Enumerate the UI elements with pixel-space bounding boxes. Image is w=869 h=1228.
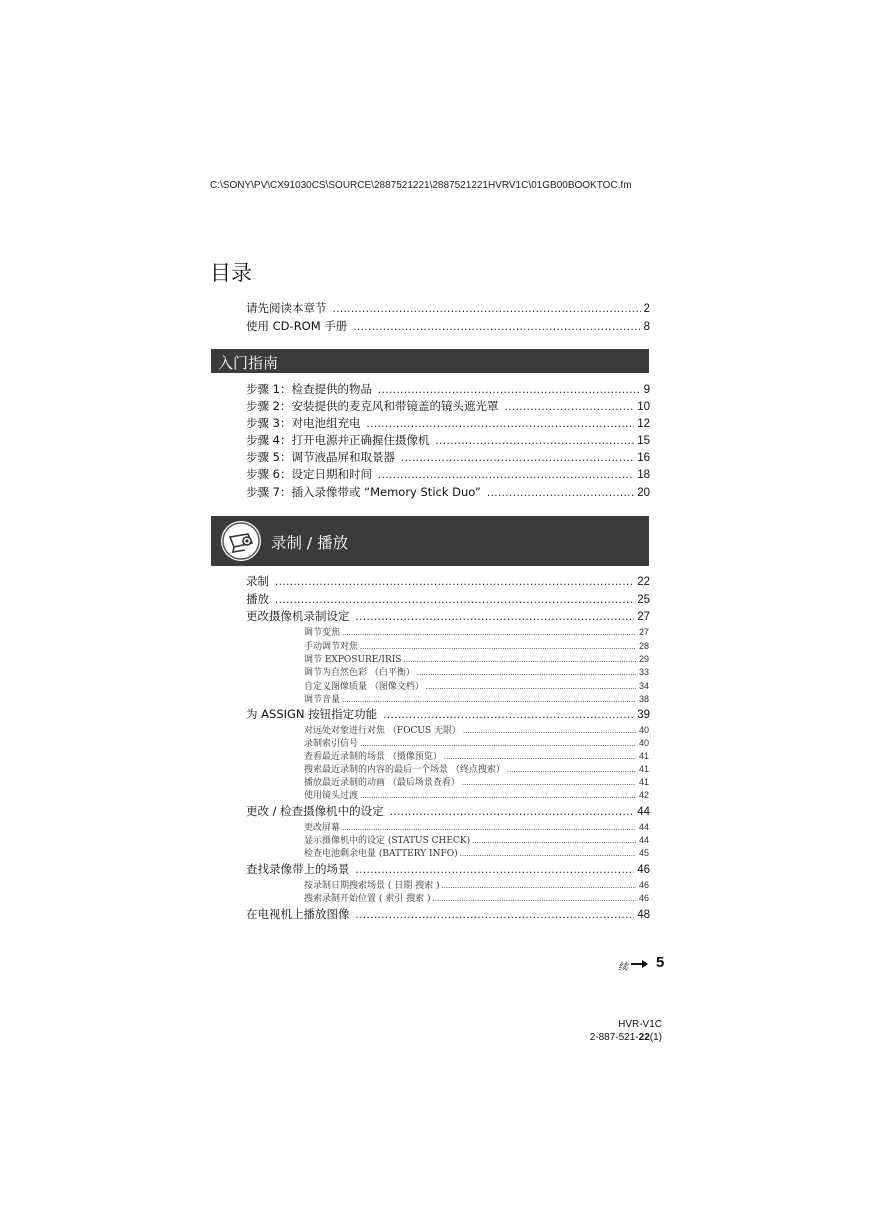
toc-entry-page: 42 [638, 790, 649, 800]
toc-entry-page: 8 [643, 321, 650, 333]
dot-leader [342, 822, 636, 834]
toc-entry-label: 使用镜头过渡 [304, 791, 359, 801]
toc-entry-label: 步骤 3：对电池组充电 [246, 416, 361, 430]
dot-leader [383, 708, 634, 723]
toc-subentry[interactable] [304, 626, 649, 639]
dot-leader [390, 805, 635, 820]
continued-indicator [618, 958, 649, 973]
dot-leader [356, 863, 635, 878]
toc-entry-page: 41 [638, 751, 649, 761]
toc-entry-label: 播放 [246, 592, 269, 606]
toc-entry-label: 更改 / 检查摄像机中的设定 [246, 804, 384, 818]
dot-leader [360, 790, 636, 802]
model-name: HVR-V1C [618, 1019, 662, 1030]
toc-entry-label: 手动调节对焦 [304, 642, 359, 652]
toc-subentry[interactable] [304, 789, 649, 802]
toc-entry-label: 调节音量 [304, 695, 341, 705]
toc-entry-label: 更改屏幕 [304, 823, 341, 833]
toc-entry-page: 2 [643, 303, 650, 315]
dot-leader [507, 764, 636, 776]
toc-entry-page: 44 [638, 822, 649, 832]
toc-entry-page: 41 [638, 764, 649, 774]
toc-entry-page: 46 [638, 880, 649, 890]
toc-entry-label: 请先阅读本章节 [246, 301, 327, 315]
toc-entry-page: 10 [637, 401, 650, 413]
toc-entry-page: 44 [638, 835, 649, 845]
toc-entry-label: 查看最近录制的场景 （摄像预览） [304, 752, 442, 762]
page-title: 目录 [210, 261, 252, 285]
dot-leader [435, 434, 634, 449]
toc-entry-label: 查找录像带上的场景 [246, 862, 350, 876]
toc-subentry[interactable] [304, 776, 649, 789]
dot-leader [360, 738, 636, 750]
toc-entry-label: 在电视机上播放图像 [246, 907, 350, 921]
toc-entry-label: 自定义图像质量 （图像文档） [304, 682, 424, 692]
toc-entry[interactable] [246, 467, 650, 483]
toc-entry[interactable] [246, 399, 650, 415]
section-title: 录制 / 播放 [271, 534, 349, 552]
section-header-recording-playback [211, 516, 649, 566]
toc-subentry[interactable] [304, 653, 649, 666]
toc-entry-label: 更改摄像机录制设定 [246, 609, 350, 623]
dot-leader [366, 417, 634, 432]
dot-leader [462, 777, 636, 789]
toc-entry-label: 播放最近录制的动画 （最后场景查看） [304, 778, 460, 788]
toc-entry[interactable] [246, 416, 650, 432]
toc-entry-page: 22 [637, 576, 650, 588]
toc-subentry[interactable] [304, 693, 649, 706]
toc-entry-label: 步骤 2：安装提供的麦克风和带镜盖的镜头遮光罩 [246, 399, 499, 413]
toc-subentry[interactable] [304, 892, 649, 905]
toc-subentry[interactable] [304, 879, 649, 892]
toc-entry-label: 为 ASSIGN 按钮指定功能 [246, 707, 378, 721]
part-number-suffix: (1) [649, 1032, 662, 1043]
dot-leader [275, 593, 634, 608]
toc-entry[interactable] [246, 450, 650, 466]
part-number-prefix: 2-887-521- [589, 1032, 639, 1043]
toc-entry-label: 按录制日期搜索场景 ( 日期 搜索 ) [304, 881, 440, 891]
toc-entry-label: 对远处对象进行对焦 （FOCUS 无限） [304, 726, 461, 736]
dot-leader [444, 751, 636, 763]
dot-leader [342, 694, 636, 706]
toc-entry[interactable] [246, 592, 650, 608]
dot-leader [472, 835, 636, 847]
dot-leader [378, 468, 634, 483]
toc-entry[interactable] [246, 433, 650, 449]
toc-entry-page: 28 [638, 641, 649, 651]
toc-entry-label: 搜索录制开始位置 ( 索引 搜索 ) [304, 894, 431, 904]
toc-entry-label: 使用 CD-ROM 手册 [246, 319, 348, 333]
toc-subentry[interactable] [304, 680, 649, 693]
toc-entry[interactable] [246, 485, 650, 501]
toc-entry-page: 39 [637, 709, 650, 721]
dot-leader [403, 654, 636, 666]
toc-entry[interactable] [246, 319, 650, 335]
toc-subentry[interactable] [304, 847, 649, 860]
file-path: C:\SONY\PV\CX91030CS\SOURCE\2887521221\2887521221HVRV1C\01GB00BOOKTOC.fm [210, 180, 632, 191]
toc-entry-page: 29 [638, 654, 649, 664]
toc-entry-page: 18 [637, 469, 650, 481]
toc-entry[interactable] [246, 382, 650, 398]
right-arrow-icon [631, 959, 649, 972]
dot-leader [463, 725, 636, 737]
toc-entry-label: 录制索引信号 [304, 739, 359, 749]
dot-leader [360, 641, 636, 653]
section-title: 入门指南 [218, 354, 279, 372]
dot-leader [487, 486, 634, 501]
section-header-getting-started [211, 349, 649, 373]
dot-leader [417, 667, 636, 679]
dot-leader [441, 880, 636, 892]
toc-subentry[interactable] [304, 666, 649, 679]
toc-entry[interactable] [246, 804, 650, 820]
toc-subentry[interactable] [304, 834, 649, 847]
continued-label: 续 [618, 962, 628, 973]
toc-entry-label: 调节 EXPOSURE/IRIS [304, 655, 402, 665]
toc-entry-page: 15 [637, 435, 650, 447]
toc-entry-page: 16 [637, 452, 650, 464]
dot-leader [333, 302, 641, 317]
toc-entry[interactable] [246, 574, 650, 590]
part-number-bold: 22 [638, 1032, 650, 1043]
toc-entry-page: 20 [637, 487, 650, 499]
dot-leader [432, 893, 636, 905]
toc-subentry[interactable] [304, 640, 649, 653]
toc-entry-label: 调节变焦 [304, 628, 341, 638]
toc-entry[interactable] [246, 907, 650, 923]
toc-entry-page: 41 [638, 777, 649, 787]
toc-entry-label: 步骤 4：打开电源并正确握住摄像机 [246, 433, 430, 447]
page-number: 5 [656, 954, 665, 971]
toc-entry-label: 步骤 7：插入录像带或 “Memory Stick Duo” [246, 485, 481, 499]
toc-entry-page: 12 [637, 418, 650, 430]
toc-entry-page: 38 [638, 694, 649, 704]
toc-entry-page: 27 [637, 611, 650, 623]
toc-entry-page: 25 [637, 594, 650, 606]
toc-subentry[interactable] [304, 737, 649, 750]
toc-entry-label: 步骤 5：调节液晶屏和取景器 [246, 450, 395, 464]
dot-leader [275, 575, 634, 590]
dot-leader [378, 383, 641, 398]
toc-entry-page: 46 [637, 864, 650, 876]
toc-entry-page: 40 [638, 738, 649, 748]
toc-subentry[interactable] [304, 763, 649, 776]
toc-entry-page: 44 [637, 806, 650, 818]
toc-entry[interactable] [246, 862, 650, 878]
dot-leader [426, 681, 636, 693]
toc-entry-page: 33 [638, 667, 649, 677]
dot-leader [353, 320, 640, 335]
dot-leader [356, 908, 635, 923]
toc-entry-page: 46 [638, 893, 649, 903]
toc-entry-label: 录制 [246, 574, 269, 588]
toc-entry-label: 步骤 1：检查提供的物品 [246, 382, 372, 396]
camcorder-icon [221, 521, 261, 561]
toc-entry-page: 27 [638, 627, 649, 637]
part-number [590, 1031, 662, 1044]
toc-subentry[interactable] [304, 750, 649, 763]
dot-leader [356, 610, 635, 625]
toc-entry[interactable] [246, 609, 650, 625]
toc-subentry[interactable] [304, 724, 649, 737]
toc-subentry[interactable] [304, 821, 649, 834]
toc-entry-label: 显示摄像机中的设定 (STATUS CHECK) [304, 836, 471, 846]
toc-entry-page: 9 [643, 384, 650, 396]
dot-leader [342, 627, 636, 639]
toc-entry-page: 34 [638, 681, 649, 691]
dot-leader [460, 848, 636, 860]
toc-entry-page: 45 [638, 848, 649, 858]
toc-entry-label: 步骤 6：设定日期和时间 [246, 467, 372, 481]
toc-entry-page: 40 [638, 725, 649, 735]
toc-entry[interactable] [246, 301, 650, 317]
dot-leader [401, 451, 634, 466]
toc-entry[interactable] [246, 707, 650, 723]
toc-entry-label: 搜索最近录制的内容的最后一个场景 （终点搜索） [304, 765, 505, 775]
dot-leader [504, 400, 634, 415]
model-info [590, 1018, 662, 1044]
toc-entry-label: 检查电池剩余电量 (BATTERY INFO) [304, 849, 458, 859]
toc-entry-label: 调节为自然色彩 （白平衡） [304, 668, 415, 678]
toc-entry-page: 48 [637, 909, 650, 921]
